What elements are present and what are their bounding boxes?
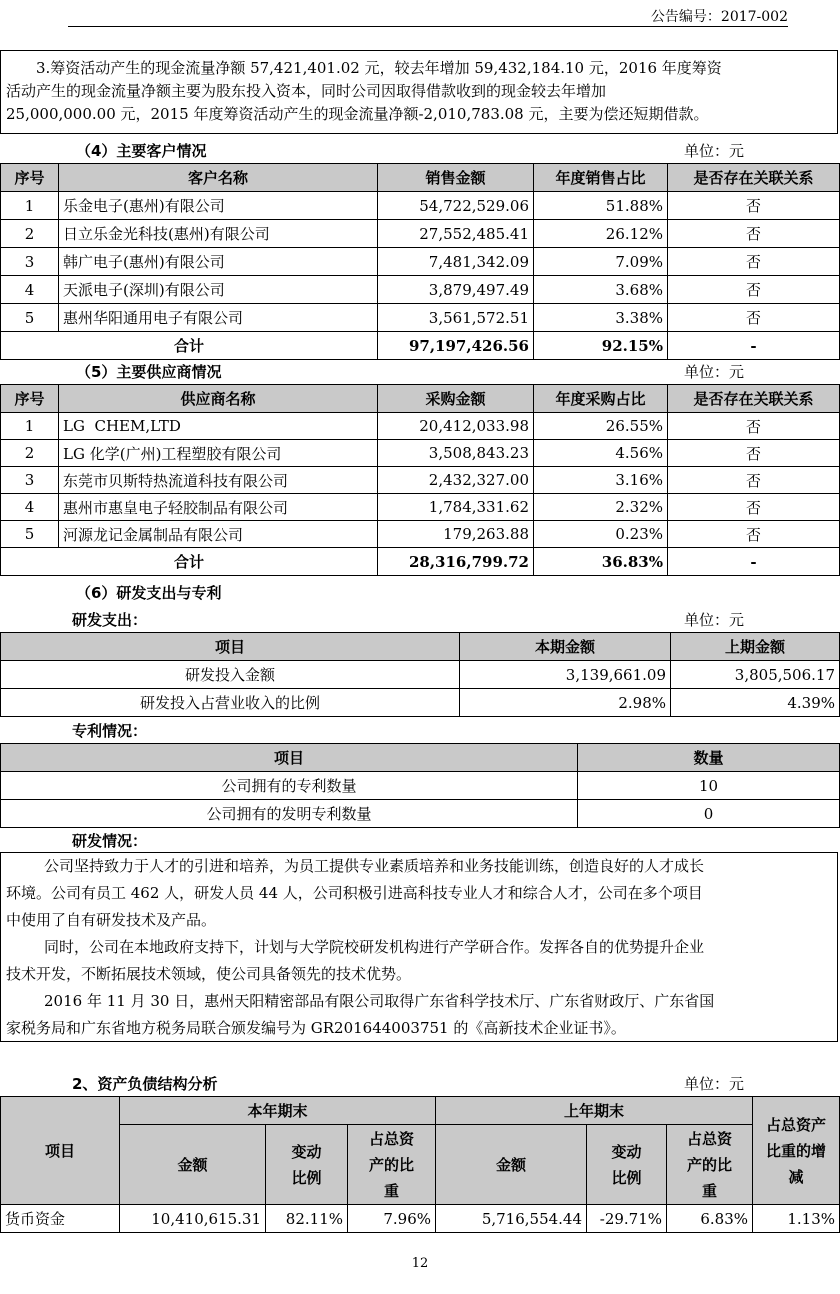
rd-line-5: 技术开发，不断拓展技术领域，使公司具备领先的技术优势。 bbox=[6, 965, 412, 983]
col-customer-name: 客户名称 bbox=[59, 164, 378, 192]
col-item: 项目 bbox=[1, 633, 460, 661]
balance-unit: 单位：元 bbox=[684, 1075, 745, 1093]
suppliers-header-row bbox=[1, 385, 840, 413]
col-purchase-amount: 采购金额 bbox=[378, 385, 534, 413]
cell: 51.88% bbox=[534, 192, 668, 220]
cell: 河源龙记金属制品有限公司 bbox=[59, 521, 378, 548]
rd-header-row bbox=[1, 633, 840, 661]
col-prior-period: 上年期末 bbox=[436, 1097, 753, 1125]
cell: 20,412,033.98 bbox=[378, 413, 534, 440]
financing-line-2: 活动产生的现金流量净额主要为股东投入资本，同时公司因取得借款收到的现金较去年增加 bbox=[6, 82, 607, 100]
balance-title: 2、资产负债结构分析 bbox=[72, 1075, 218, 1093]
rd-expense-table bbox=[0, 632, 840, 717]
page-number: 12 bbox=[411, 1256, 429, 1271]
rd-title: （6）研发支出与专利 bbox=[76, 584, 222, 602]
cell: 否 bbox=[668, 192, 840, 220]
cell: 26.12% bbox=[534, 220, 668, 248]
table-row bbox=[1, 800, 840, 828]
total-amount: 28,316,799.72 bbox=[378, 548, 534, 576]
cell: 26.55% bbox=[534, 413, 668, 440]
cell: 4 bbox=[1, 276, 59, 304]
total-amount: 97,197,426.56 bbox=[378, 332, 534, 360]
patent-header-row bbox=[1, 744, 840, 772]
customers-unit: 单位：元 bbox=[684, 142, 745, 160]
table-row bbox=[1, 467, 840, 494]
cell: 3,805,506.17 bbox=[671, 661, 840, 689]
cell: 研发投入金额 bbox=[1, 661, 460, 689]
rd-line-2: 环境。公司有员工 462 人，研发人员 44 人，公司积极引进高科技专业人才和综合人才，公司在多个项目 bbox=[6, 884, 703, 902]
cell: 3.68% bbox=[534, 276, 668, 304]
patent-table bbox=[0, 743, 840, 828]
suppliers-table bbox=[0, 384, 840, 576]
financing-line-3: 25,000,000.00 元，2015 年度筹资活动产生的现金流量净额-2,010,783.08 元，主要为偿还短期借款。 bbox=[6, 105, 709, 123]
cell: 3 bbox=[1, 467, 59, 494]
balance-table bbox=[0, 1096, 840, 1233]
cell: 否 bbox=[668, 440, 840, 467]
cell: 5,716,554.44 bbox=[436, 1205, 587, 1233]
col-current-period: 本年期末 bbox=[120, 1097, 436, 1125]
table-row bbox=[1, 661, 840, 689]
cell: 日立乐金光科技(惠州)有限公司 bbox=[59, 220, 378, 248]
suppliers-title: （5）主要供应商情况 bbox=[76, 363, 222, 381]
cell: 否 bbox=[668, 304, 840, 332]
cell: 公司拥有的专利数量 bbox=[1, 772, 578, 800]
table-row bbox=[1, 192, 840, 220]
cell: 7,481,342.09 bbox=[378, 248, 534, 276]
col-ratio-change: 占总资产比重的增减 bbox=[753, 1097, 840, 1205]
cell: 7.96% bbox=[348, 1205, 436, 1233]
rd-situation-label: 研发情况： bbox=[72, 832, 148, 850]
col-sales-amount: 销售金额 bbox=[378, 164, 534, 192]
cell: 研发投入占营业收入的比例 bbox=[1, 689, 460, 717]
cell: 2.98% bbox=[460, 689, 671, 717]
col-sales-share: 年度销售占比 bbox=[534, 164, 668, 192]
cell: 惠州华阳通用电子有限公司 bbox=[59, 304, 378, 332]
cell: 0 bbox=[578, 800, 840, 828]
table-row bbox=[1, 413, 840, 440]
table-row bbox=[1, 772, 840, 800]
table-row bbox=[1, 304, 840, 332]
balance-header-row-1 bbox=[1, 1097, 840, 1125]
rd-line-1: 公司坚持致力于人才的引进和培养，为员工提供专业素质培养和业务技能训练，创造良好的人才成长 bbox=[44, 857, 705, 875]
cell: 1,784,331.62 bbox=[378, 494, 534, 521]
suppliers-unit: 单位：元 bbox=[684, 363, 745, 381]
cell: 6.83% bbox=[667, 1205, 753, 1233]
col-current-ratio: 占总资产的比重 bbox=[348, 1125, 436, 1205]
cell: 27,552,485.41 bbox=[378, 220, 534, 248]
cell: 否 bbox=[668, 521, 840, 548]
cell: 1 bbox=[1, 413, 59, 440]
financing-line-1: 3.筹资活动产生的现金流量净额 57,421,401.02 元，较去年增加 59,432,184.10 元，2016 年度筹资 bbox=[36, 59, 722, 77]
col-index: 序号 bbox=[1, 164, 59, 192]
cell: 惠州市惠皇电子轻胶制品有限公司 bbox=[59, 494, 378, 521]
cell: 0.23% bbox=[534, 521, 668, 548]
total-label: 合计 bbox=[1, 548, 378, 576]
col-related-party: 是否存在关联关系 bbox=[668, 385, 840, 413]
cell: 2,432,327.00 bbox=[378, 467, 534, 494]
cell: 2 bbox=[1, 440, 59, 467]
cell: 货币资金 bbox=[1, 1205, 120, 1233]
cell: 3.16% bbox=[534, 467, 668, 494]
cell: 否 bbox=[668, 248, 840, 276]
table-row bbox=[1, 494, 840, 521]
col-item: 项目 bbox=[1, 744, 578, 772]
cell: 否 bbox=[668, 413, 840, 440]
table-row bbox=[1, 248, 840, 276]
cell: 1.13% bbox=[753, 1205, 840, 1233]
cell: 4.56% bbox=[534, 440, 668, 467]
col-supplier-name: 供应商名称 bbox=[59, 385, 378, 413]
customers-table bbox=[0, 163, 840, 360]
col-item: 项目 bbox=[1, 1097, 120, 1205]
cell: 3,508,843.23 bbox=[378, 440, 534, 467]
cell: LG CHEM,LTD bbox=[59, 413, 378, 440]
cell: 10,410,615.31 bbox=[120, 1205, 266, 1233]
cell: LG 化学(广州)工程塑胶有限公司 bbox=[59, 440, 378, 467]
cell: 3 bbox=[1, 248, 59, 276]
cell: 3,879,497.49 bbox=[378, 276, 534, 304]
rd-line-7: 家税务局和广东省地方税务局联合颁发编号为 GR201644003751 的《高新技术企业证书》。 bbox=[6, 1019, 626, 1037]
total-row bbox=[1, 548, 840, 576]
cell: 2 bbox=[1, 220, 59, 248]
cell: 4 bbox=[1, 494, 59, 521]
col-related-party: 是否存在关联关系 bbox=[668, 164, 840, 192]
header-rule bbox=[68, 26, 788, 27]
cell: -29.71% bbox=[587, 1205, 667, 1233]
cell: 1 bbox=[1, 192, 59, 220]
table-row bbox=[1, 276, 840, 304]
cell: 82.11% bbox=[266, 1205, 348, 1233]
col-current-amount: 金额 bbox=[120, 1125, 266, 1205]
col-index: 序号 bbox=[1, 385, 59, 413]
total-share: 92.15% bbox=[534, 332, 668, 360]
cell: 5 bbox=[1, 304, 59, 332]
rd-line-6: 2016 年 11 月 30 日，惠州天阳精密部品有限公司取得广东省科学技术厅、广东省财政厅、广东省国 bbox=[44, 992, 715, 1010]
rd-unit: 单位：元 bbox=[684, 611, 745, 629]
announcement-number: 公告编号：2017-002 bbox=[650, 9, 788, 25]
table-row bbox=[1, 220, 840, 248]
customers-header-row bbox=[1, 164, 840, 192]
cell: 179,263.88 bbox=[378, 521, 534, 548]
cell: 5 bbox=[1, 521, 59, 548]
col-prior-amount: 金额 bbox=[436, 1125, 587, 1205]
total-related: - bbox=[668, 548, 840, 576]
cell: 韩广电子(惠州)有限公司 bbox=[59, 248, 378, 276]
cell: 东莞市贝斯特热流道科技有限公司 bbox=[59, 467, 378, 494]
col-purchase-share: 年度采购占比 bbox=[534, 385, 668, 413]
cell: 否 bbox=[668, 220, 840, 248]
col-current-variation: 变动比例 bbox=[266, 1125, 348, 1205]
col-count: 数量 bbox=[578, 744, 840, 772]
cell: 7.09% bbox=[534, 248, 668, 276]
cell: 4.39% bbox=[671, 689, 840, 717]
table-row bbox=[1, 521, 840, 548]
rd-line-4: 同时，公司在本地政府支持下，计划与大学院校研发机构进行产学研合作。发挥各自的优势提升企业 bbox=[44, 938, 705, 956]
cell: 2.32% bbox=[534, 494, 668, 521]
total-share: 36.83% bbox=[534, 548, 668, 576]
table-row bbox=[1, 689, 840, 717]
cell: 否 bbox=[668, 467, 840, 494]
rd-expense-label: 研发支出： bbox=[72, 611, 148, 629]
cell: 3,561,572.51 bbox=[378, 304, 534, 332]
col-prior-variation: 变动比例 bbox=[587, 1125, 667, 1205]
balance-header-row-2 bbox=[1, 1125, 840, 1205]
table-row bbox=[1, 1205, 840, 1233]
customers-title: （4）主要客户情况 bbox=[76, 142, 207, 160]
total-related: - bbox=[668, 332, 840, 360]
col-prior-amount: 上期金额 bbox=[671, 633, 840, 661]
cell: 天派电子(深圳)有限公司 bbox=[59, 276, 378, 304]
cell: 否 bbox=[668, 494, 840, 521]
cell: 否 bbox=[668, 276, 840, 304]
col-current-amount: 本期金额 bbox=[460, 633, 671, 661]
total-label: 合计 bbox=[1, 332, 378, 360]
cell: 3,139,661.09 bbox=[460, 661, 671, 689]
table-row bbox=[1, 440, 840, 467]
cell: 10 bbox=[578, 772, 840, 800]
cell: 3.38% bbox=[534, 304, 668, 332]
patent-label: 专利情况： bbox=[72, 722, 148, 740]
cell: 公司拥有的发明专利数量 bbox=[1, 800, 578, 828]
cell: 乐金电子(惠州)有限公司 bbox=[59, 192, 378, 220]
total-row bbox=[1, 332, 840, 360]
rd-line-3: 中使用了自有研发技术及产品。 bbox=[6, 911, 217, 929]
cell: 54,722,529.06 bbox=[378, 192, 534, 220]
col-prior-ratio: 占总资产的比重 bbox=[667, 1125, 753, 1205]
